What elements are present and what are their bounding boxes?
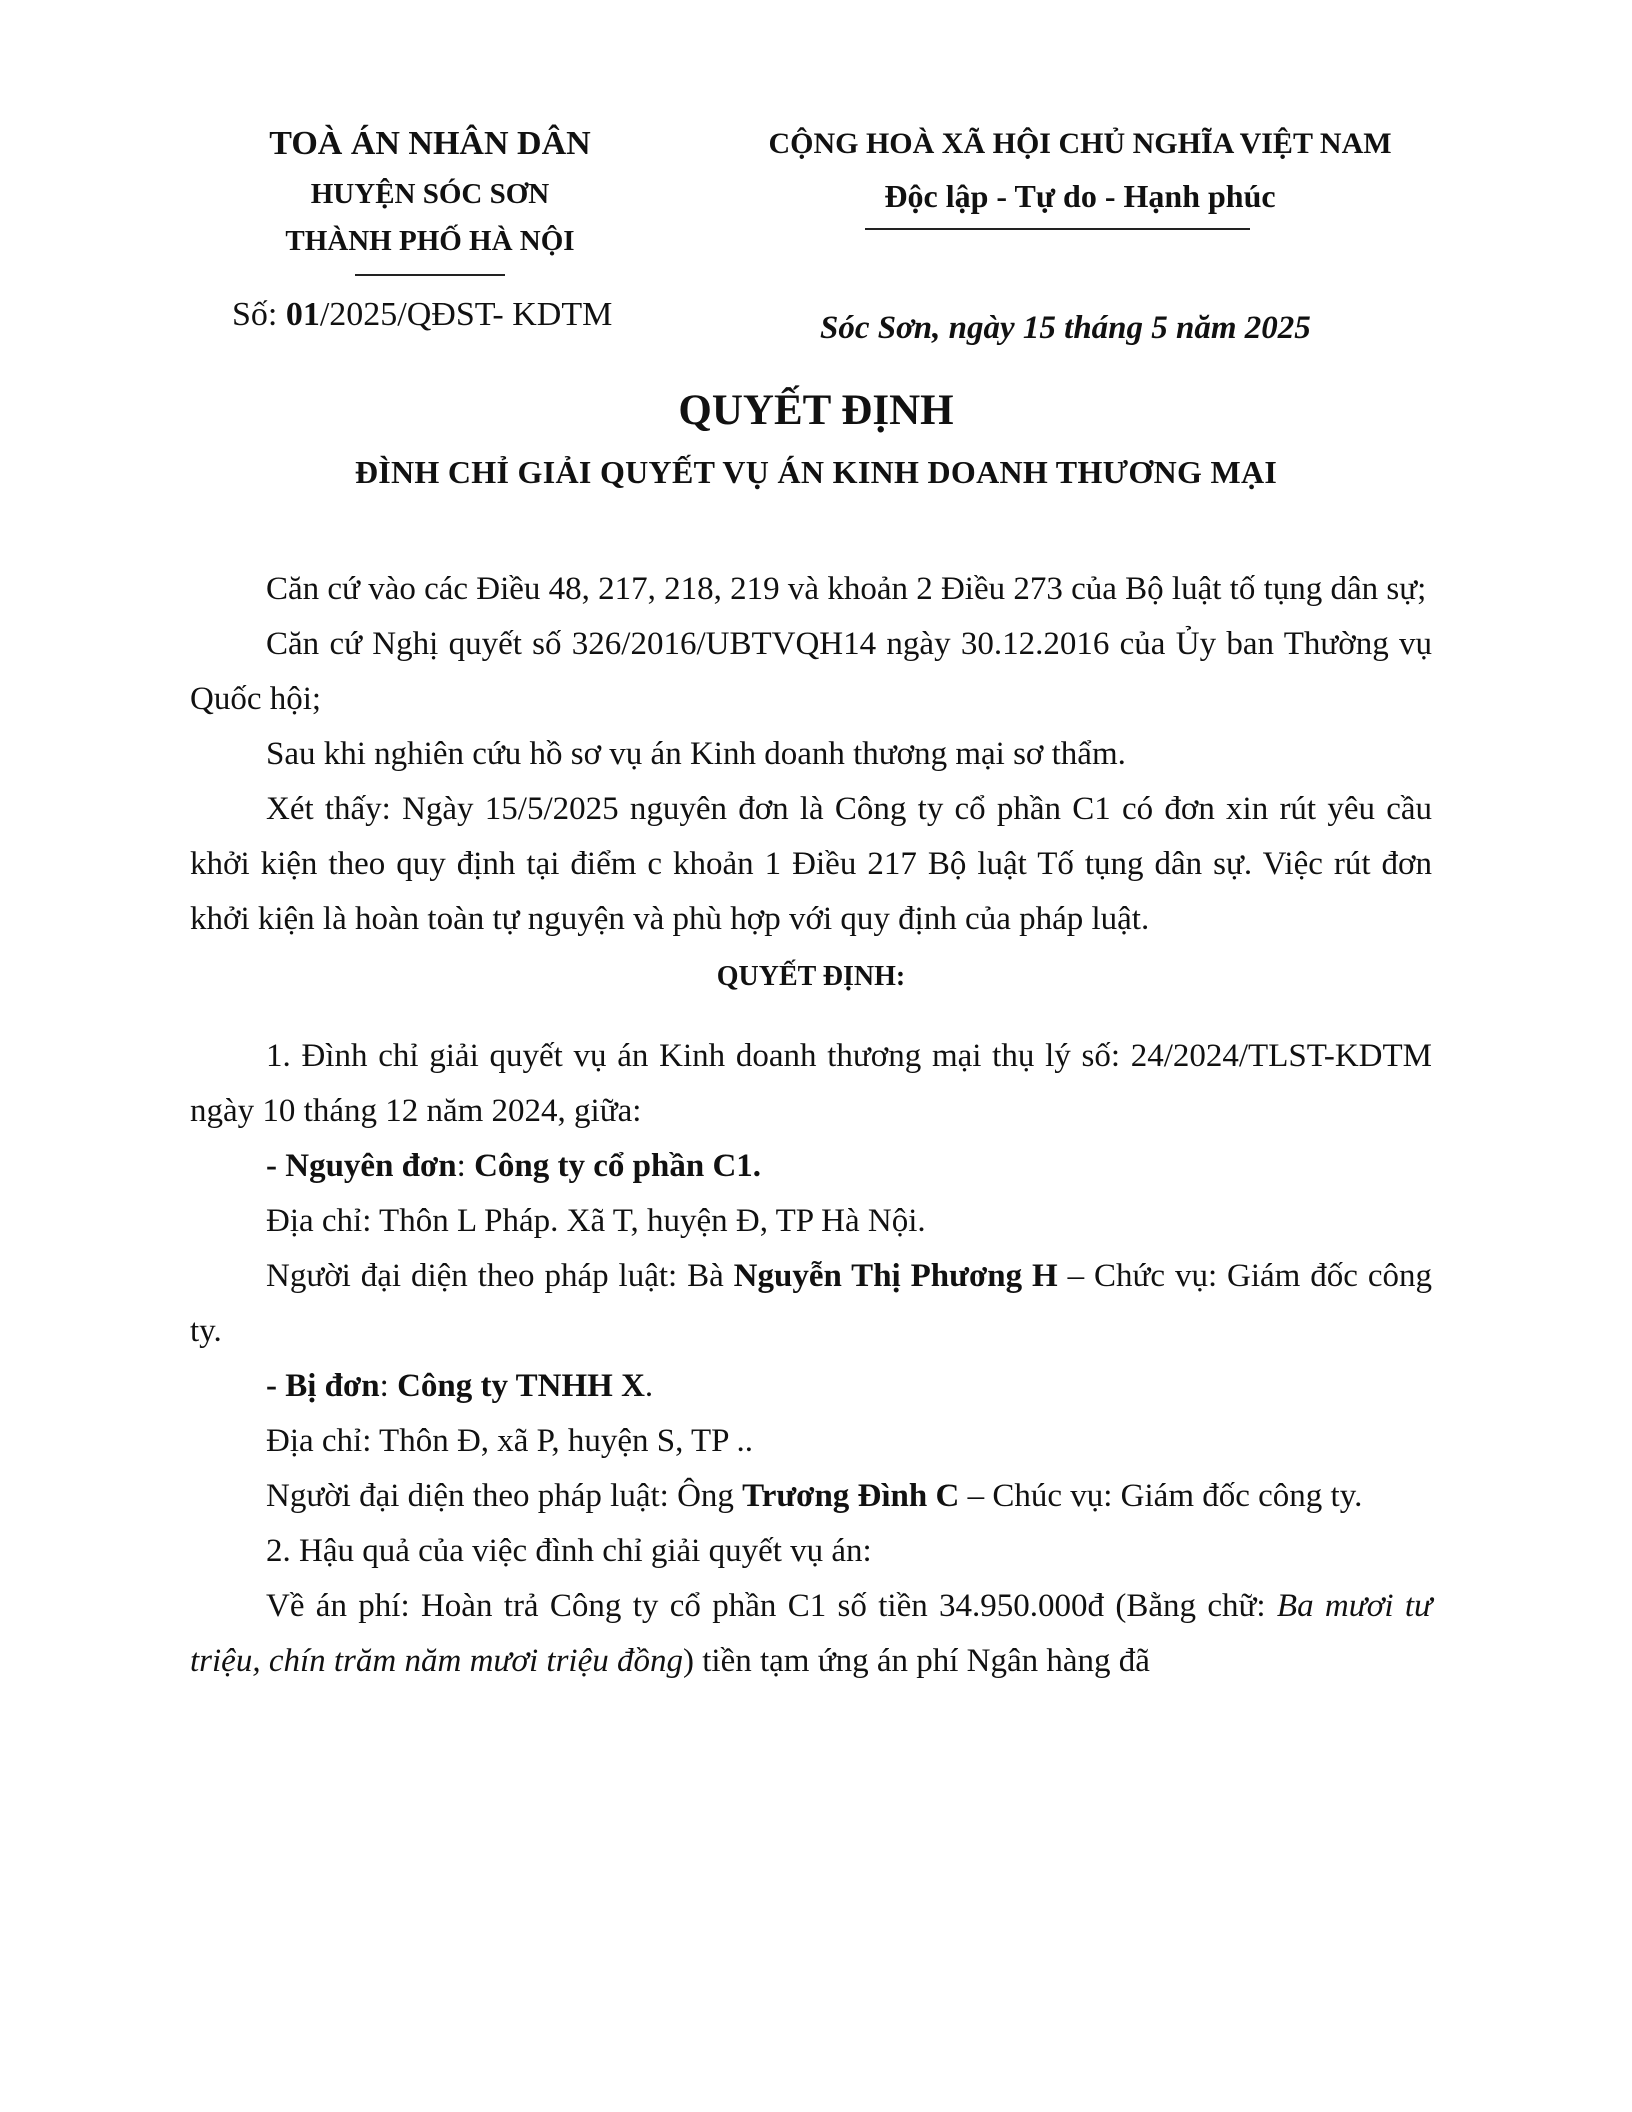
motto-underline	[865, 228, 1250, 230]
defendant-representative	[190, 1469, 1432, 1524]
defendant-end: .	[644, 1368, 654, 1404]
defendant-label: - Bị đơn	[266, 1368, 380, 1404]
plaintiff-name: Công ty cổ phần C1.	[474, 1148, 762, 1184]
defendant-rep-name: Trương Đình C	[742, 1478, 960, 1514]
plaintiff-representative	[190, 1249, 1432, 1359]
defendant-rep-suffix: – Chúc vụ: Giám đốc công ty.	[959, 1478, 1363, 1514]
defendant-line	[190, 1359, 1432, 1414]
document-body	[190, 562, 1432, 1689]
plaintiff-rep-suffix: – Chức vụ: Giám đốc công ty.	[190, 1258, 1432, 1349]
document-number	[232, 296, 612, 334]
plaintiff-line	[190, 1139, 1432, 1194]
national-motto: Độc lập - Tự do - Hạnh phúc	[884, 178, 1276, 214]
nation-title: CỘNG HOÀ XÃ HỘI CHỦ NGHĨA VIỆT NAM	[768, 127, 1392, 160]
decision-item-1: 1. Đình chỉ giải quyết vụ án Kinh doanh thương mại thụ lý số: 24/2024/TLST-KDTM ngày 10 tháng 12 năm 2024, giữa:	[190, 1038, 1432, 1129]
court-city: THÀNH PHỐ HÀ NỘI	[285, 225, 575, 257]
legal-basis-2: Căn cứ Nghị quyết số 326/2016/UBTVQH14 ngày 30.12.2016 của Ủy ban Thường vụ Quốc hội;	[190, 626, 1432, 717]
court-name: TOÀ ÁN NHÂN DÂN	[269, 125, 591, 162]
nation-header	[700, 118, 1460, 222]
defendant-address: Địa chỉ: Thôn Đ, xã P, huyện S, TP ..	[266, 1423, 754, 1459]
doc-no-suffix: /2025/QĐST- KDTM	[319, 296, 613, 333]
document-title: QUYẾT ĐỊNH	[678, 387, 954, 434]
court-district: HUYỆN SÓC SƠN	[310, 178, 550, 210]
court-fee-paragraph	[190, 1579, 1432, 1689]
decision-item-2: 2. Hậu quả của việc đình chỉ giải quyết vụ án:	[266, 1533, 872, 1569]
legal-basis-1: Căn cứ vào các Điều 48, 217, 218, 219 và khoản 2 Điều 273 của Bộ luật tố tụng dân sự;	[266, 571, 1427, 607]
doc-no-prefix: Số:	[232, 296, 286, 333]
doc-no-number: 01	[285, 296, 320, 333]
document-subtitle: ĐÌNH CHỈ GIẢI QUYẾT VỤ ÁN KINH DOANH THƯƠNG MẠI	[354, 454, 1278, 490]
court-underline	[355, 274, 505, 276]
defendant-rep-prefix: Người đại diện theo pháp luật: Ông	[266, 1478, 743, 1514]
court-header	[200, 118, 660, 264]
fee-prefix: Về án phí: Hoàn trả Công ty cổ phần C1 số tiền 34.950.000đ (Bằng chữ:	[266, 1588, 1277, 1624]
plaintiff-rep-name: Nguyễn Thị Phương H	[733, 1258, 1058, 1294]
legal-basis-3: Sau khi nghiên cứu hồ sơ vụ án Kinh doanh thương mại sơ thẩm.	[266, 736, 1126, 772]
plaintiff-address: Địa chỉ: Thôn L Pháp. Xã T, huyện Đ, TP Hà Nội.	[266, 1203, 926, 1239]
issue-date: Sóc Sơn, ngày 15 tháng 5 năm 2025	[820, 310, 1311, 346]
plaintiff-sep: :	[456, 1148, 475, 1184]
defendant-name: Công ty TNHH X	[397, 1368, 645, 1404]
plaintiff-rep-prefix: Người đại diện theo pháp luật: Bà	[266, 1258, 734, 1294]
plaintiff-label: - Nguyên đơn	[266, 1148, 457, 1184]
fee-amount-words: Ba mươi tư triệu, chín trăm năm mươi triệu đồng	[190, 1588, 1433, 1679]
considering-paragraph: Xét thấy: Ngày 15/5/2025 nguyên đơn là Công ty cổ phần C1 có đơn xin rút yêu cầu khởi kiện theo quy định tại điểm c khoản 1 Điều 217 Bộ luật Tố tụng dân sự. Việc rút đơn khởi kiện là hoàn toàn tự nguyện và phù hợp với quy định của pháp luật.	[190, 791, 1432, 937]
decision-heading: QUYẾT ĐỊNH:	[716, 961, 906, 992]
defendant-sep: :	[379, 1368, 398, 1404]
fee-suffix: ) tiền tạm ứng án phí Ngân hàng đã	[683, 1643, 1150, 1679]
